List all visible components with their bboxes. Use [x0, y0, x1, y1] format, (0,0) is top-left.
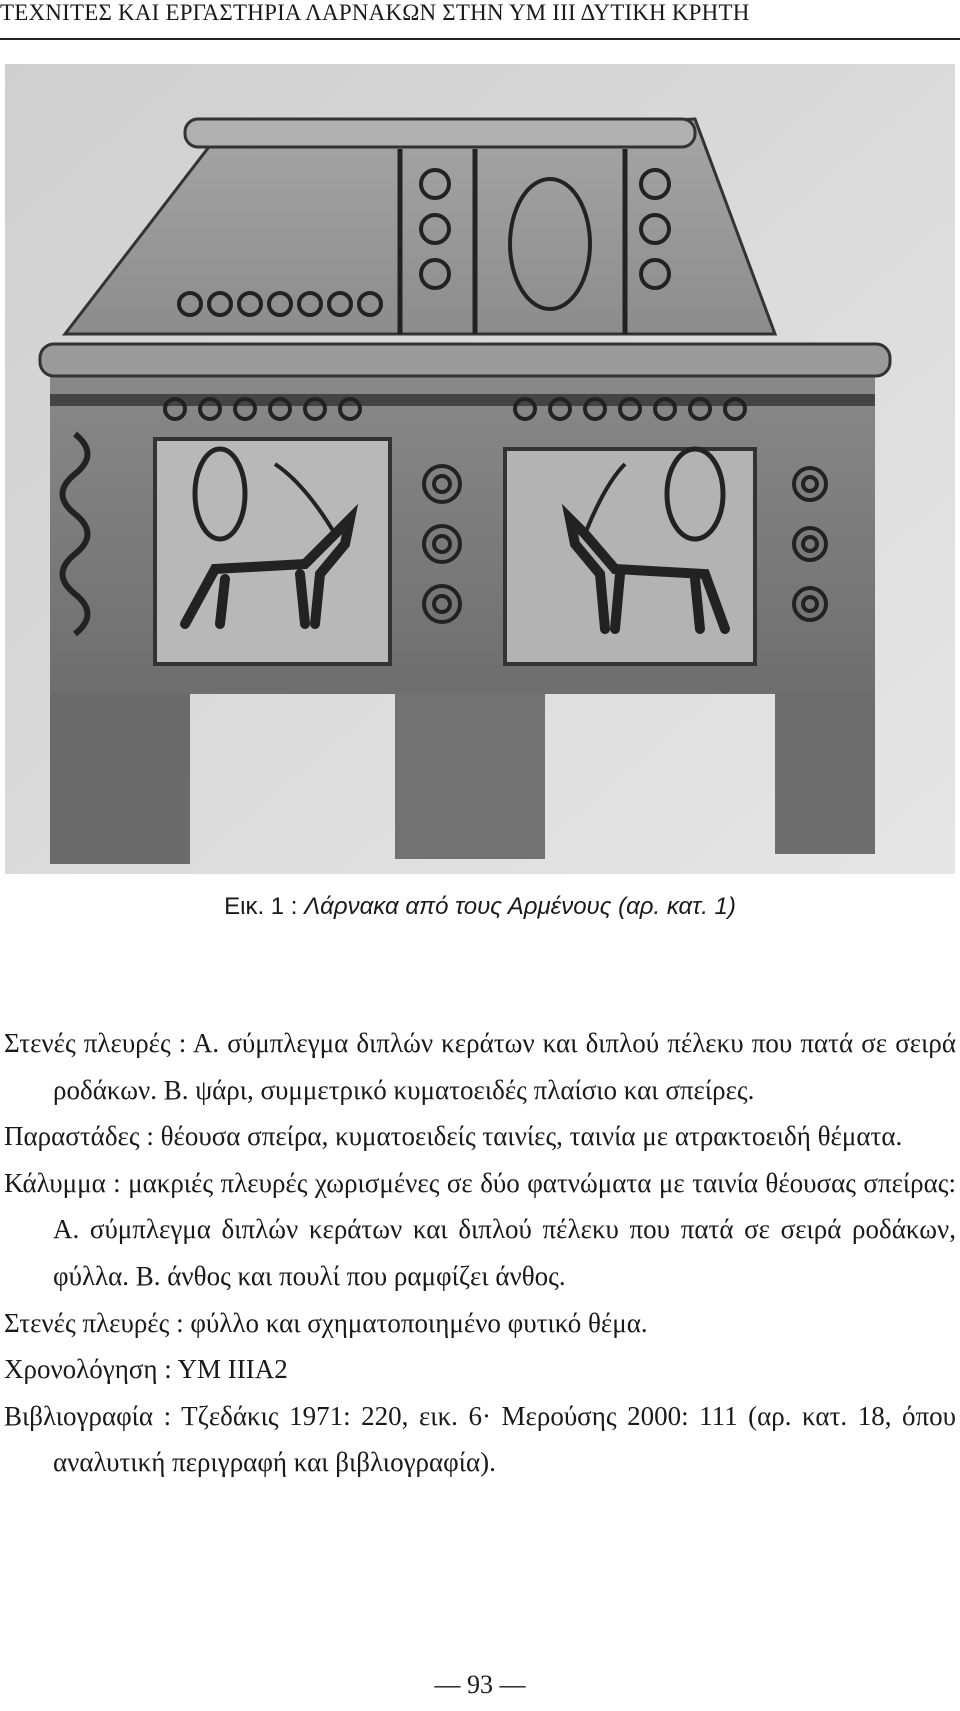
figure-caption	[0, 893, 960, 921]
paragraph-dating: Χρονολόγηση : ΥΜ ΙΙΙΑ2	[4, 1354, 288, 1385]
figure-label: Εικ. 1 :	[224, 893, 305, 920]
paragraph-narrow-sides: Στενές πλευρές : Α. σύμπλεγμα διπλών κεράτων και διπλού πέλεκυ που πατά σε σειρά ροδάκων. Β. ψάρι, συμμετρικό κυματοειδές πλαίσιο και σπείρες.	[4, 1028, 956, 1105]
paragraph-bibliography: Βιβλιογραφία : Τζεδάκις 1971: 220, εικ. 6· Μερούσης 2000: 111 (αρ. κατ. 18, όπου αναλυτική περιγραφή και βιβλιογραφία).	[4, 1400, 956, 1478]
paragraph-lid-narrow-sides: Στενές πλευρές : φύλλο και σχηματοποιημένο φυτικό θέμα.	[4, 1307, 648, 1338]
larnax-photo	[5, 64, 955, 874]
catalogue-entry	[4, 1020, 956, 1486]
paragraph-lid: Κάλυμμα : μακριές πλευρές χωρισμένες σε δύο φατνώματα με ταινία θέουσας σπείρας: Α. σύμπλεγμα διπλών κεράτων και διπλού πέλεκυ που πατά σε σειρά ροδάκων, φύλλα. Β. άνθος και πουλί που ραμφίζει άνθος.	[4, 1167, 956, 1291]
running-header	[0, 0, 960, 40]
running-title: ΤΕΧΝΙΤΕΣ ΚΑΙ ΕΡΓΑΣΤΗΡΙΑ ΛΑΡΝΑΚΩΝ ΣΤΗΝ ΥΜ ΙΙΙ ΔΥΤΙΚΗ ΚΡΗΤΗ	[0, 0, 750, 25]
page-number: — 93 —	[434, 1670, 526, 1699]
paragraph-pilasters: Παραστάδες : θέουσα σπείρα, κυματοειδείς ταινίες, ταινία με ατρακτοειδή θέματα.	[4, 1121, 903, 1152]
figure-caption-text: Λάρνακα από τους Αρμένους (αρ. κατ. 1)	[304, 893, 736, 920]
